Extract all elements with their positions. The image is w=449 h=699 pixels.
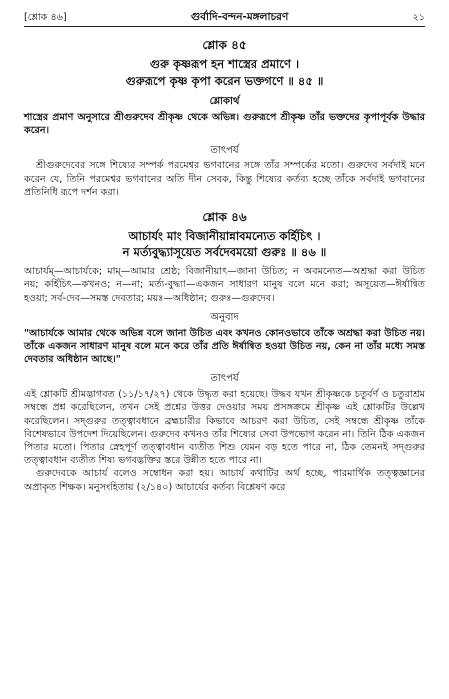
sloka-46-line-1: আচার্যং মাং বিজানীয়ান্নাবমন্যেত কর্হিচিৎ ।: [128, 228, 321, 243]
sloka-46-line-2: ন মর্ত্যবুদ্ধ্যাসূয়েত সর্বদেবময়ো গুরুঃ ॥ ৪৬ ॥: [122, 245, 327, 260]
sloka-45-translation: শাস্ত্রের প্রমাণ অনুসারে শ্রীগুরুদেব শ্রীকৃষ্ণ থেকে অভিন্ন। গুরুরূপে শ্রীকৃষ্ণ তাঁর ভক্তদের কৃপাপূর্বক উদ্ধার করেন।: [24, 112, 425, 137]
sloka-45-heading: শ্লোক ৪৫: [202, 38, 247, 53]
header-verse-ref: [শ্লোক ৪৬]: [24, 12, 67, 23]
sloka-45-purport-heading: তাৎপর্য: [210, 144, 239, 156]
sloka-46-purport-paragraph-2: গুরুদেবকে আচার্য বলেও সম্বোধন করা হয়। আচার্য কথাটির অর্থ হচ্ছে, পারমার্থিক তত্ত্বজ্ঞানের অপ্রাকৃত শিক্ষক। মনুসংহিতায় (২/১৪০) আচার্যের কর্তব্য বিশ্লেষণ করে: [24, 468, 425, 493]
page-header: [24, 10, 425, 27]
sloka-46-purport-heading: তাৎপর্য: [210, 373, 239, 385]
sloka-45-translation-heading: শ্লোকার্থ: [209, 96, 240, 108]
sloka-46-purport-paragraph-1: এই শ্লোকটি শ্রীমদ্ভাগবত (১১/১৭/২৭) থেকে উদ্ধৃত করা হয়েছে। উদ্ধব যখন শ্রীকৃষ্ণকে চতুর্বর্ণ ও চতুরাশ্রম সম্বন্ধে প্রশ্ন করেছিলেন, তখন সেই প্রশ্নের উত্তর দেওয়ার সময় প্রসঙ্গক্রমে শ্রীকৃষ্ণ এই শ্লোকটির উল্লেখ করেছিলেন। সদ্গুরুর তত্ত্বাবধানে ব্রহ্মচারীর কিভাবে আচরণ করা উচিত, সেই সম্বন্ধে শ্রীকৃষ্ণ তাঁকে বিশেষভাবে উপদেশ দিয়েছিলেন। গুরুদেব কখনও তাঁর শিষ্যের সেবা উপভোগ করেন না। তিনি ঠিক একজন পিতার মতো। পিতার স্নেহপূর্ণ তত্ত্বাবধান ব্যতীত শিশু যেমন বড় হতে পারে না, ঠিক তেমনই সদ্গুরুর তত্ত্বাবধান ব্যতীত শিষ্য ভগবদ্ভক্তির স্তরে উন্নীত হতে পারে না।: [24, 389, 425, 467]
sloka-45-line-1: গুরু কৃষ্ণরূপ হন শাস্ত্রের প্রমাণে ।: [149, 57, 300, 72]
header-page-number: ২১: [412, 12, 425, 23]
sloka-45-line-2: গুরুরূপে কৃষ্ণ কৃপা করেন ভক্তগণে ॥ ৪৫ ॥: [125, 73, 324, 88]
header-chapter-title: গুর্বাদি-বন্দন-মঙ্গলাচরণ: [190, 11, 289, 23]
sloka-46-heading: শ্লোক ৪৬: [202, 210, 247, 225]
sloka-45-purport: শ্রীগুরুদেবের সঙ্গে শিষ্যের সম্পর্ক পরমেশ্বর ভগবানের সঙ্গে তাঁর সম্পর্কের মতো। গুরুদেব সর্বদাই মনে করেন যে, তিনি পরমেশ্বর ভগবানের অতি দীন সেবক, কিন্তু শিষ্যের কর্তব্য হচ্ছে তাঁকে সর্বদাই ভগবানের প্রতিনিধি রূপে দর্শন করা।: [24, 160, 425, 198]
sloka-46-translation: "আচার্যকে আমার থেকে অভিন্ন বলে জানা উচিত এবং কখনও কোনওভাবে তাঁকে অশ্রদ্ধা করা উচিত নয়। তাঁকে একজন সাধারণ মানুষ বলে মনে করে তাঁর প্রতি ঈর্ষান্বিত হওয়া উচিত নয়, কেন না তাঁর মধ্যে সমস্ত দেবতার অধিষ্ঠান আছে।": [24, 327, 425, 365]
sloka-46-synonyms: আচার্যম্—আচার্যকে; মাম্—আমার শ্রেষ্ঠ; বিজানীয়াৎ—জানা উচিত; ন অবমন্যেত—অশ্রদ্ধা করা উচিত নয়; কর্হিচিৎ—কখনও; ন—না; মর্ত্য-বুদ্ধ্যা—একজন সাধারণ মানুষ বলে মনে করা; অসূয়েত—ঈর্ষান্বিত হওয়া; সর্ব-দেব—সমস্ত দেবতার; ময়ঃ—অধিষ্ঠান; গুরুঃ—গুরুদেব।: [24, 266, 425, 304]
sloka-46-translation-heading: অনুবাদ: [210, 311, 239, 323]
